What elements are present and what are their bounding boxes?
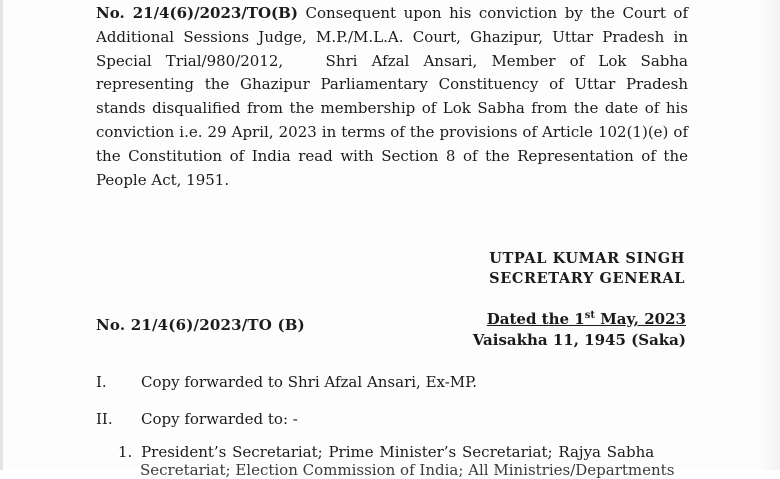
order-line-6: conviction i.e. 29 April, 2023 in terms of the provisions of Article 102(1)(e) of [96,122,688,141]
sub-item-number: 1. [118,443,133,461]
order-line-3: Special Trial/980/2012, Shri Afzal Ansari, Member of Lok Sabha [96,51,688,70]
copy-item-numeral: I. [96,373,107,391]
order-line-8: People Act, 1951. [96,170,230,189]
page-edge-left [0,0,3,470]
order-line-1 [96,2,688,26]
page-edge-right [758,0,780,470]
copy-item-numeral: II. [96,410,113,428]
order-line-5: stands disqualified from the membership of Lok Sabha from the date of his [96,99,688,118]
order-line-2: Additional Sessions Judge, M.P./M.L.A. Court, Ghazipur, Uttar Pradesh in [96,27,688,46]
copy-item-text: Copy forwarded to: - [141,410,298,428]
signatory-name: UTPAL KUMAR SINGH [489,250,685,267]
order-reference-number: No. 21/4(6)/2023/TO(B) [96,4,298,22]
copy-item-text: Copy forwarded to Shri Afzal Ansari, Ex-MP. [141,373,477,391]
order-line-7: the Constitution of India read with Section 8 of the Representation of the [96,146,688,165]
sub-item-text-cutoff: Secretariat; Election Commission of India; All Ministries/Departments [140,461,675,479]
sub-item-text: President’s Secretariat; Prime Minister’s Secretariat; Rajya Sabha [141,443,655,461]
order-line-4: representing the Ghazipur Parliamentary Constituency of Uttar Pradesh [96,75,688,94]
order-line-text: Consequent upon his conviction by the Court of [305,4,688,22]
copy-reference-number: No. 21/4(6)/2023/TO (B) [96,316,305,334]
dated-line: Dated the 1st May, 2023 [486,310,686,328]
signatory-block [489,249,685,289]
saka-date: Vaisakha 11, 1945 (Saka) [472,331,686,349]
disqualification-order-paragraph [96,2,688,192]
dated-block [473,309,686,351]
copy-sub-item-1 [118,443,675,479]
signatory-designation: SECRETARY GENERAL [489,270,685,287]
